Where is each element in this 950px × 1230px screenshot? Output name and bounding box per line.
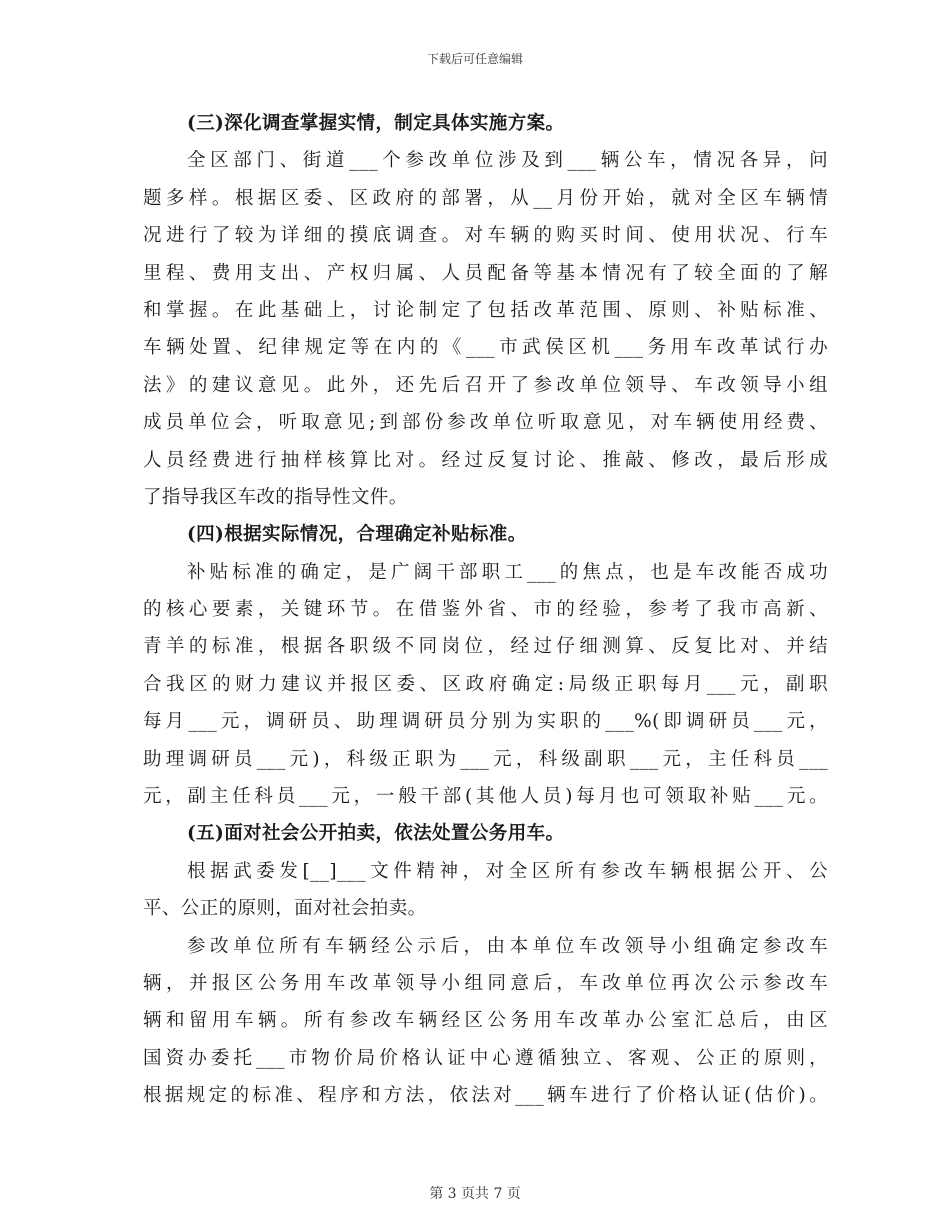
page-header-note: 下载后可任意编辑 [426, 52, 523, 66]
paragraph-line: 补贴标准的确定，是广阔干部职工___的焦点，也是车改能否成功 [187, 561, 828, 583]
paragraph-line: 的核心要素，关键环节。在借鉴外省、市的经验，参考了我市高新、 [143, 599, 828, 621]
paragraph-line: 每月___元，调研员、助理调研员分别为实职的___%(即调研员___元， [143, 711, 828, 733]
paragraph-line: 了指导我区车改的指导性文件。 [143, 486, 408, 508]
paragraph-line: 辆和留用车辆。所有参改车辆经区公务用车改革办公室汇总后，由区 [143, 1010, 828, 1032]
section-heading: (三)深化调查掌握实情，制定具体实施方案。 [187, 113, 565, 134]
section-heading: (四)根据实际情况，合理确定补贴标准。 [187, 524, 527, 546]
paragraph-line: 青羊的标准，根据各职级不同岗位，经过仔细测算、反复比对、并结 [143, 636, 828, 658]
paragraph-line: 法》的建议意见。此外，还先后召开了参改单位领导、车改领导小组 [143, 374, 828, 396]
paragraph-line: 人员经费进行抽样核算比对。经过反复讨论、推敲、修改，最后形成 [143, 449, 828, 471]
page-number: 第 3 页共 7 页 [429, 1186, 521, 1202]
paragraph-line: 国资办委托___市物价局价格认证中心遵循独立、客观、公正的原则， [143, 1047, 828, 1069]
paragraph-line: 题多样。根据区委、区政府的部署，从__月份开始，就对全区车辆情 [143, 187, 828, 209]
paragraph-line: 况进行了较为详细的摸底调查。对车辆的购买时间、使用状况、行车 [143, 225, 828, 247]
paragraph-line: 根据规定的标准、程序和方法，依法对___辆车进行了价格认证(估价)。 [143, 1085, 828, 1107]
paragraph-line: 里程、费用支出、产权归属、人员配备等基本情况有了较全面的了解 [143, 262, 828, 284]
paragraph-line: 辆，并报区公务用车改革领导小组同意后，车改单位再次公示参改车 [143, 972, 828, 994]
paragraph-line: 参改单位所有车辆经公示后，由本单位车改领导小组确定参改车 [187, 935, 828, 957]
paragraph-line: 元，副主任科员___元，一般干部(其他人员)每月也可领取补贴___元。 [143, 786, 828, 808]
paragraph-line: 和掌握。在此基础上，讨论制定了包括改革范围、原则、补贴标准、 [143, 299, 828, 321]
paragraph-line: 平、公正的原则，面对社会拍卖。 [143, 898, 427, 920]
paragraph-line: 助理调研员___元)，科级正职为___元，科级副职___元，主任科员___ [143, 748, 828, 770]
document-body [143, 105, 828, 1115]
paragraph-line: 全区部门、街道___个参改单位涉及到___辆公车，情况各异，问 [187, 150, 828, 172]
paragraph-line: 成员单位会，听取意见;到部份参改单位听取意见，对车辆使用经费、 [143, 412, 828, 434]
paragraph-line: 根据武委发[__]___文件精神，对全区所有参改车辆根据公开、公 [187, 860, 828, 882]
paragraph-line: 车辆处置、纪律规定等在内的《___市武侯区机___务用车改革试行办 [143, 337, 828, 359]
section-heading: (五)面对社会公开拍卖，依法处置公务用车。 [187, 823, 565, 845]
paragraph-line: 合我区的财力建议并报区委、区政府确定:局级正职每月___元，副职 [143, 673, 828, 695]
